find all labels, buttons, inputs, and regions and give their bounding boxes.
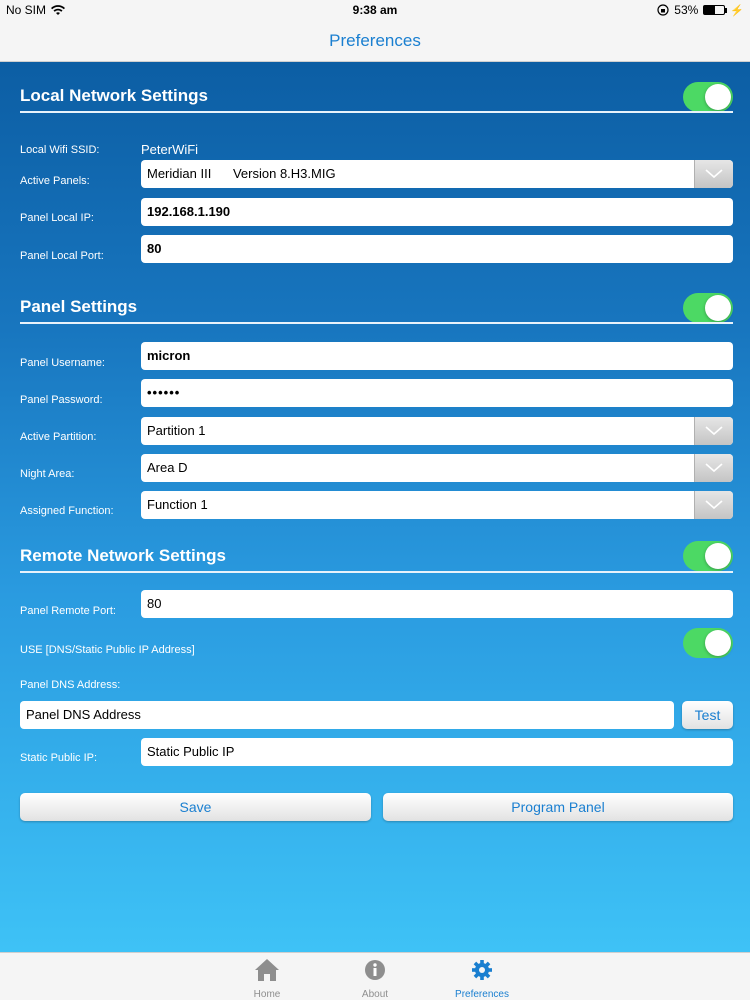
charging-bolt-icon: ⚡ xyxy=(730,4,744,17)
tab-home[interactable] xyxy=(232,953,302,1000)
panel-local-port-input[interactable]: 80 xyxy=(141,235,733,263)
dropdown-button[interactable] xyxy=(694,454,733,482)
panel-settings-toggle[interactable] xyxy=(683,293,733,323)
section-divider xyxy=(20,322,733,324)
tab-home-label: Home xyxy=(253,989,281,1000)
section-divider xyxy=(20,111,733,113)
wifi-ssid-label: Local Wifi SSID: xyxy=(20,144,100,156)
active-partition-value: Partition 1 xyxy=(147,423,206,438)
assigned-function-value: Function 1 xyxy=(147,497,208,512)
night-area-label: Night Area: xyxy=(20,468,75,480)
section-divider xyxy=(20,571,733,573)
remote-network-section-header xyxy=(20,539,733,573)
panel-local-ip-label: Panel Local IP: xyxy=(20,212,94,224)
panel-password-label: Panel Password: xyxy=(20,394,103,406)
use-dns-toggle[interactable] xyxy=(683,628,733,658)
chevron-down-icon xyxy=(705,169,723,179)
test-button[interactable]: Test xyxy=(682,701,733,729)
chevron-down-icon xyxy=(705,463,723,473)
assigned-function-select[interactable] xyxy=(141,491,733,519)
panel-password-input[interactable]: •••••• xyxy=(141,379,733,407)
battery-icon xyxy=(703,5,725,15)
battery-fill xyxy=(704,6,715,14)
assigned-function-label: Assigned Function: xyxy=(20,505,114,517)
remote-network-toggle[interactable] xyxy=(683,541,733,571)
remote-network-title: Remote Network Settings xyxy=(20,546,226,565)
dropdown-button[interactable] xyxy=(694,417,733,445)
panel-username-input[interactable]: micron xyxy=(141,342,733,370)
active-panels-select[interactable] xyxy=(141,160,733,188)
active-partition-select[interactable] xyxy=(141,417,733,445)
active-panels-label: Active Panels: xyxy=(20,175,90,187)
status-bar xyxy=(0,0,750,20)
night-area-select[interactable] xyxy=(141,454,733,482)
panel-dns-address-label: Panel DNS Address: xyxy=(20,679,121,691)
status-time: 9:38 am xyxy=(352,3,398,17)
navigation-bar xyxy=(0,20,750,62)
panel-settings-section-header xyxy=(20,290,733,324)
panel-settings-title: Panel Settings xyxy=(20,297,138,316)
panel-local-port-label: Panel Local Port: xyxy=(20,250,104,262)
panel-remote-port-label: Panel Remote Port: xyxy=(20,605,116,617)
chevron-down-icon xyxy=(705,426,723,436)
local-network-toggle[interactable] xyxy=(683,82,733,112)
active-partition-label: Active Partition: xyxy=(20,431,97,443)
local-network-title: Local Network Settings xyxy=(20,86,208,105)
panel-dns-address-input[interactable]: Panel DNS Address xyxy=(20,701,674,729)
wifi-ssid-value: PeterWiFi xyxy=(141,142,199,157)
status-right xyxy=(657,3,744,17)
night-area-value: Area D xyxy=(147,460,188,475)
use-dns-label: USE [DNS/Static Public IP Address] xyxy=(20,644,195,656)
tab-bar xyxy=(0,952,750,1000)
chevron-down-icon xyxy=(705,500,723,510)
carrier-label: No SIM xyxy=(6,3,47,17)
gear-icon xyxy=(469,958,495,982)
local-network-section-header xyxy=(20,79,733,113)
dropdown-button[interactable] xyxy=(694,160,733,188)
page-title: Preferences xyxy=(329,31,421,50)
preferences-content xyxy=(0,62,750,952)
battery-percent: 53% xyxy=(674,3,699,17)
save-button[interactable]: Save xyxy=(20,793,371,821)
active-panels-value: Meridian III Version 8.H3.MIG xyxy=(147,166,336,181)
tab-about[interactable] xyxy=(340,953,410,1000)
tab-preferences[interactable] xyxy=(447,953,517,1000)
info-icon xyxy=(362,958,388,982)
panel-local-ip-input[interactable]: 192.168.1.190 xyxy=(141,198,733,226)
rotation-lock-icon xyxy=(657,4,669,16)
tab-about-label: About xyxy=(361,989,389,1000)
program-panel-button[interactable]: Program Panel xyxy=(383,793,733,821)
static-public-ip-input[interactable]: Static Public IP xyxy=(141,738,733,766)
home-icon xyxy=(254,958,280,982)
static-public-ip-label: Static Public IP: xyxy=(20,752,98,764)
tab-preferences-label: Preferences xyxy=(455,989,509,1000)
panel-username-label: Panel Username: xyxy=(20,357,105,369)
panel-remote-port-input[interactable]: 80 xyxy=(141,590,733,618)
dropdown-button[interactable] xyxy=(694,491,733,519)
